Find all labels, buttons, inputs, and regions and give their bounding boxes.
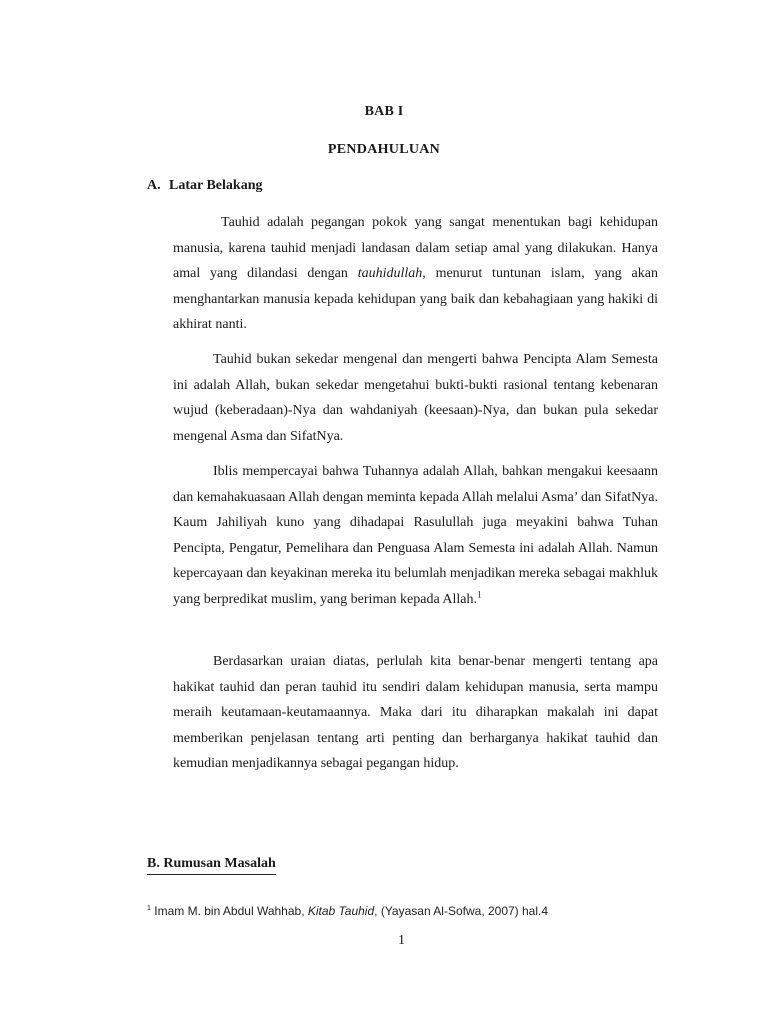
section-title: Latar Belakang — [169, 178, 263, 193]
paragraph-1-italic-term: tauhidullah — [357, 266, 423, 281]
chapter-label: BAB I — [364, 104, 404, 119]
page-number: 1 — [398, 933, 405, 948]
paragraph-2: Tauhid bukan sekedar mengenal dan mengerti bahwa Pencipta Alam Semesta ini adalah Allah, bukan sekedar mengetahui bukti-bukti rasional tentang kebenaran wujud (keberadaan)-Nya dan wahdaniyah (keesaan)-Nya, dan bukan pula sekedar mengenal Asma dan SifatNya. — [173, 352, 658, 444]
paragraph-1-text-end: , menurut tuntunan islam, yang akan menghantarkan manusia kepada kehidupan yang baik dan kebahagiaan yang hakiki di akhirat nanti. — [173, 266, 658, 332]
paragraph-3 — [173, 459, 658, 612]
footnote-reference[interactable]: 1 — [477, 588, 482, 599]
section-number: A. — [147, 178, 161, 193]
chapter-title: PENDAHULUAN — [327, 142, 441, 157]
paragraph-4: Berdasarkan uraian diatas, perlulah kita benar-benar mengerti tentang apa hakikat tauhid dan peran tauhid itu sendiri dalam kehidupan manusia, serta mampu meraih keutamaan-keutamaannya. Maka dari itu diharapkan makalah ini dapat memberikan penjelasan tentang arti penting dan berharganya hakikat tauhid dan kemudian menjadikannya sebagai pegangan hidup. — [173, 654, 658, 771]
paragraph-3-text: Iblis mempercayai bahwa Tuhannya adalah Allah, bahkan mengakui keesaann dan kemahakuasaan Allah dengan meminta kepada Allah melalui Asma’ dan SifatNya. Kaum Jahiliyah kuno yang dihadapai Rasulullah juga meyakini bahwa Tuhan Pencipta, Pengatur, Pemelihara dan Penguasa Alam Semesta ini adalah Allah. Namun kepercayaan dan keyakinan mereka itu belumlah menjadikan mereka sebagai makhluk yang berpredikat muslim, yang beriman kepada Allah. — [173, 464, 658, 607]
footnote-book-title: Kitab Tauhid — [307, 904, 375, 918]
footnote-text-start: Imam M. bin Abdul Wahhab, — [150, 904, 308, 918]
paragraph-1 — [173, 210, 658, 338]
section-heading-latar-belakang — [147, 178, 262, 194]
footnote-separator — [147, 874, 276, 875]
footnote-text-end: , (Yayasan Al-Sofwa, 2007) hal.4 — [374, 904, 549, 918]
footnote-marker: 1 — [147, 905, 151, 912]
section-heading-rumusan-masalah: B. Rumusan Masalah — [147, 856, 276, 871]
paragraph-1-text-start: Tauhid adalah pegangan pokok yang sangat menentukan bagi kehidupan manusia, karena tauhid menjadi landasan dalam setiap amal yang dilakukan. Hanya amal yang dilandasi dengan — [173, 215, 658, 281]
footnote — [147, 904, 548, 918]
